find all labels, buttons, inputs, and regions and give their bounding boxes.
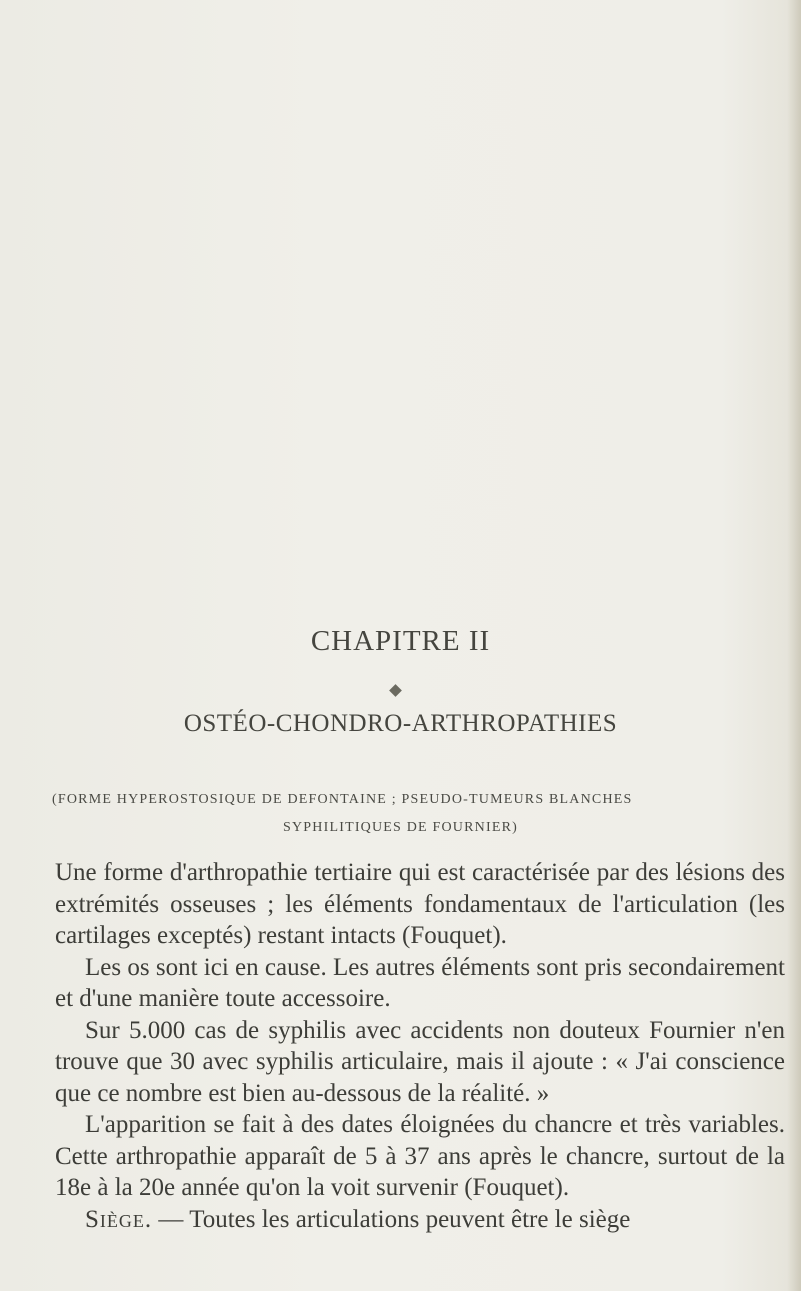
paragraph: Les os sont ici en cause. Les autres éléments sont pris secondairement et d'une manière toute accessoire.	[55, 953, 785, 1012]
chapter-title: OSTÉO-CHONDRO-ARTHROPATHIES	[183, 710, 618, 737]
body-text	[55, 857, 785, 1235]
paragraph-last	[55, 1204, 785, 1236]
chapter-subtitle-line1: (FORME HYPEROSTOSIQUE DE DEFONTAINE ; PSEUDO-TUMEURS BLANCHES	[52, 792, 633, 807]
paragraph: Une forme d'arthropathie tertiaire qui est caractérisée par des lésions des extrémités osseuses ; les éléments fondamentaux de l'articulation (les cartilages exceptés) restant intacts (Fouquet).	[55, 859, 785, 949]
chapter-heading: CHAPITRE II	[310, 625, 491, 657]
section-text: — Toutes les articulations peuvent être le siège	[152, 1205, 631, 1233]
section-label: Siège.	[85, 1205, 153, 1233]
paragraph: Sur 5.000 cas de syphilis avec accidents non douteux Fournier n'en trouve que 30 avec syphilis articulaire, mais il ajoute : « J'ai conscience que ce nombre est bien au-dessous de la réalité. »	[55, 1016, 785, 1107]
paragraph: L'apparition se fait à des dates éloignées du chancre et très variables. Cette arthropathie apparaît de 5 à 37 ans après le chancre, surtout de la 18e à la 20e année qu'on la voit survenir (Fouquet).	[55, 1111, 785, 1201]
chapter-subtitle-line2: SYPHILITIQUES DE FOURNIER)	[283, 820, 518, 835]
ornament-icon	[389, 684, 402, 697]
